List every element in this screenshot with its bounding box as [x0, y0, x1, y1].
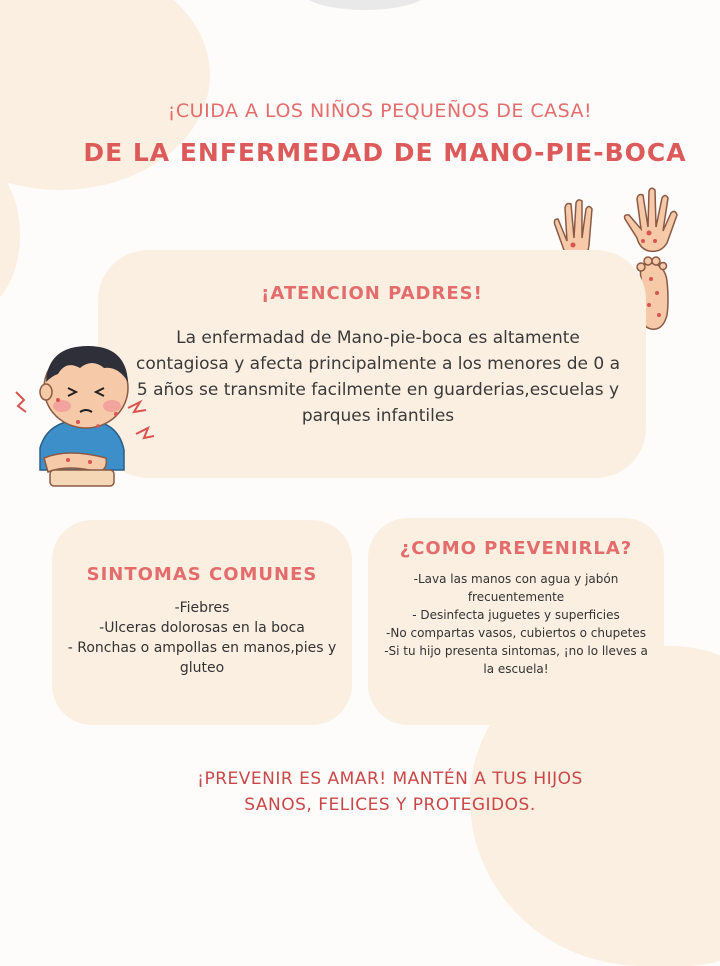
footer-line-2: SANOS, FELICES Y PROTEGIDOS. [244, 795, 536, 815]
footer-message [160, 766, 620, 818]
attention-heading: ¡ATENCION PADRES! [261, 283, 483, 304]
sick-child-illustration [8, 330, 158, 490]
list-item: - Desinfecta juguetes y superficies [412, 608, 620, 622]
list-item: -No compartas vasos, cubiertos o chupetes [386, 626, 646, 640]
symptoms-heading: SINTOMAS COMUNES [86, 564, 318, 585]
footer-line-1: ¡PREVENIR ES AMAR! MANTÉN A TUS HIJOS [197, 769, 583, 789]
prevention-heading: ¿COMO PREVENIRLA? [399, 538, 633, 559]
prevention-list [382, 570, 650, 678]
attention-card [98, 250, 646, 478]
page-title: DE LA ENFERMEDAD DE MANO-PIE-BOCA [83, 138, 687, 167]
list-item: -Lava las manos con agua y jabón frecuentemente [413, 572, 619, 604]
list-item: -Si tu hijo presenta sintomas, ¡no lo lleves a la escuela! [384, 644, 648, 676]
symptoms-list [52, 598, 352, 678]
background-blob-gray [300, 0, 430, 10]
symptoms-card [52, 520, 352, 725]
attention-body: La enfermadad de Mano-pie-boca es altamente contagiosa y afecta principalmente a los menores de 0 a 5 años se transmite facilmente en guarderias,escuelas y parques infantiles [136, 328, 620, 426]
list-item: - Ronchas o ampollas en manos,pies y gluteo [67, 640, 337, 676]
list-item: -Ulceras dolorosas en la boca [99, 620, 305, 636]
list-item: -Fiebres [174, 600, 230, 616]
prevention-card [368, 518, 664, 725]
page-subtitle: ¡CUIDA A LOS NIÑOS PEQUEÑOS DE CASA! [167, 100, 593, 122]
